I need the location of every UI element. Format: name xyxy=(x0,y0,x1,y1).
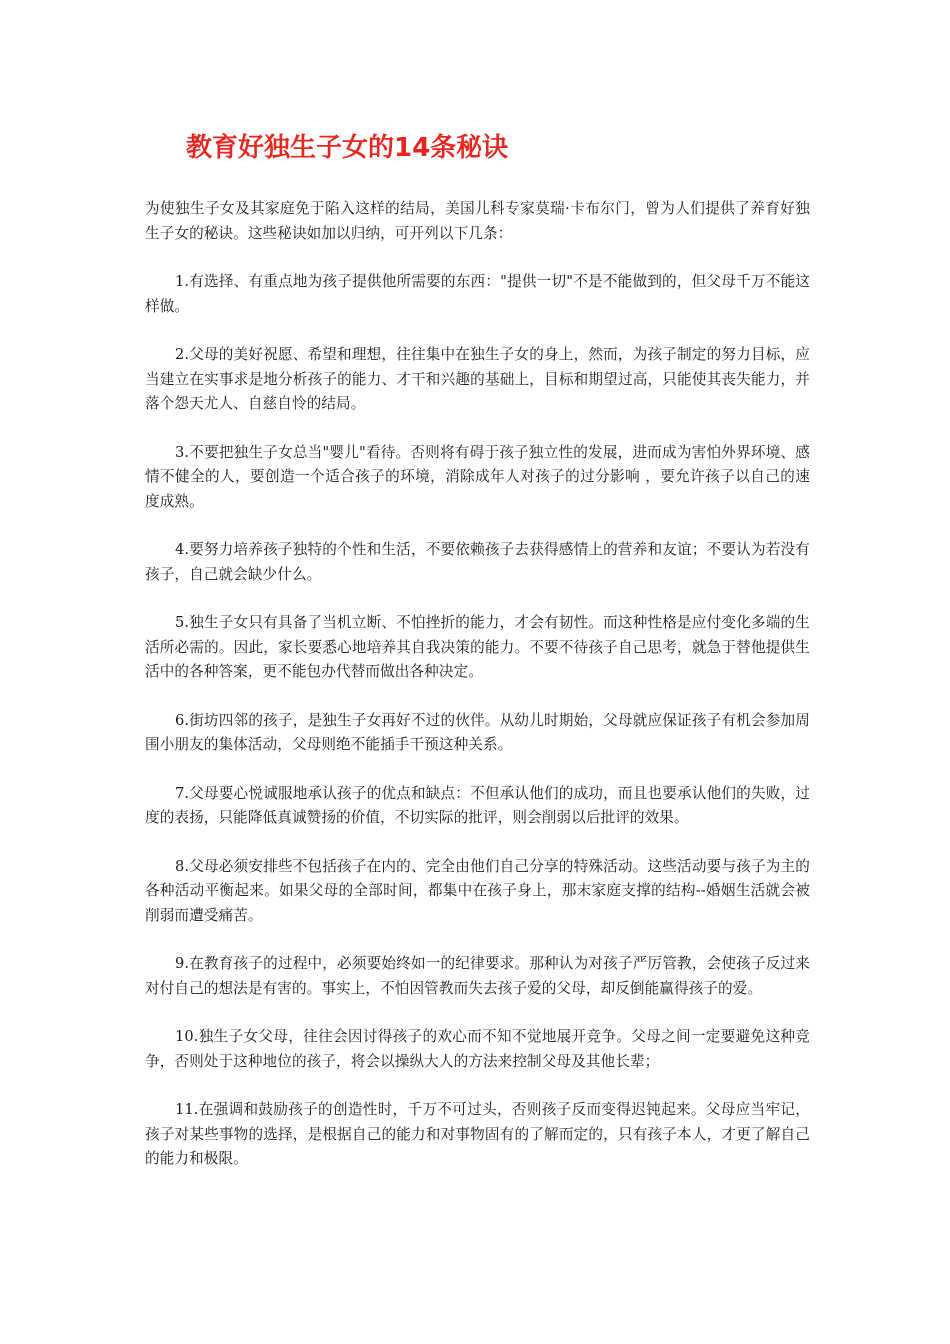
document-body xyxy=(145,197,810,1196)
list-item: 2.父母的美好祝愿、希望和理想，往往集中在独生子女的身上，然而，为孩子制定的努力目标，应当建立在实事求是地分析孩子的能力、才干和兴趣的基础上，目标和期望过高，只能使其丧失能力，并落个怨天尤人、自慈自怜的结局。 xyxy=(145,346,810,412)
intro-paragraph: 为使独生子女及其家庭免于陷入这样的结局，美国儿科专家莫瑞·卡布尔门，曾为人们提供了养育好独生子女的秘诀。这些秘诀如加以归纳，可开列以下几条： xyxy=(145,200,810,242)
list-item: 5.独生子女只有具备了当机立断、不怕挫折的能力，才会有韧性。而这种性格是应付变化多端的生活所必需的。因此，家长要悉心地培养其自我决策的能力。不要不待孩子自己思考，就急于替他提供生活中的各种答案，更不能包办代替而做出各种决定。 xyxy=(145,614,810,680)
list-item: 1.有选择、有重点地为孩子提供他所需要的东西："提供一切"不是不能做到的，但父母千万不能这样做。 xyxy=(145,273,810,315)
list-item: 3.不要把独生子女总当"婴儿"看待。否则将有碍于孩子独立性的发展，进而成为害怕外界环境、感情不健全的人，要创造一个适合孩子的环境，消除成年人对孩子的过分影响 ，要允许孩子以自己的速度成熟。 xyxy=(145,443,810,510)
list-item: 10.独生子女父母，往往会因讨得孩子的欢心而不知不觉地展开竞争。父母之间一定要避免这种竞争，否则处于这种地位的孩子，将会以操纵大人的方法来控制父母及其他长辈； xyxy=(145,1028,810,1070)
list-item: 9.在教育孩子的过程中，必须要始终如一的纪律要求。那种认为对孩子严厉管教，会使孩子反过来对付自己的想法是有害的。事实上，不怕因管教而失去孩子爱的父母，却反倒能赢得孩子的爱。 xyxy=(145,955,810,997)
list-item: 6.街坊四邻的孩子，是独生子女再好不过的伙伴。从幼儿时期始，父母就应保证孩子有机会参加周围小朋友的集体活动，父母则绝不能插手干预这种关系。 xyxy=(145,711,810,753)
document-title: 教育好独生子女的14条秘诀 xyxy=(186,133,509,163)
list-item: 4.要努力培养孩子独特的个性和生活，不要依赖孩子去获得感情上的营养和友谊；不要认为若没有孩子，自己就会缺少什么。 xyxy=(145,541,810,583)
list-item: 7.父母要心悦诚服地承认孩子的优点和缺点：不但承认他们的成功，而且也要承认他们的失败，过度的表扬，只能降低真诚赞扬的价值，不切实际的批评，则会削弱以后批评的效果。 xyxy=(145,784,810,826)
list-item: 11.在强调和鼓励孩子的创造性时，千万不可过头，否则孩子反而变得迟钝起来。父母应当牢记，孩子对某些事物的选择，是根据自己的能力和对事物固有的了解而定的，只有孩子本人，才更了解自己的能力和极限。 xyxy=(145,1101,810,1167)
list-item: 8.父母必须安排些不包括孩子在内的、完全由他们自己分享的特殊活动。这些活动要与孩子为主的各种活动平衡起来。如果父母的全部时间，都集中在孩子身上，那末家庭支撑的结构--婚姻生活就会被削弱而遭受痛苦。 xyxy=(145,857,810,924)
